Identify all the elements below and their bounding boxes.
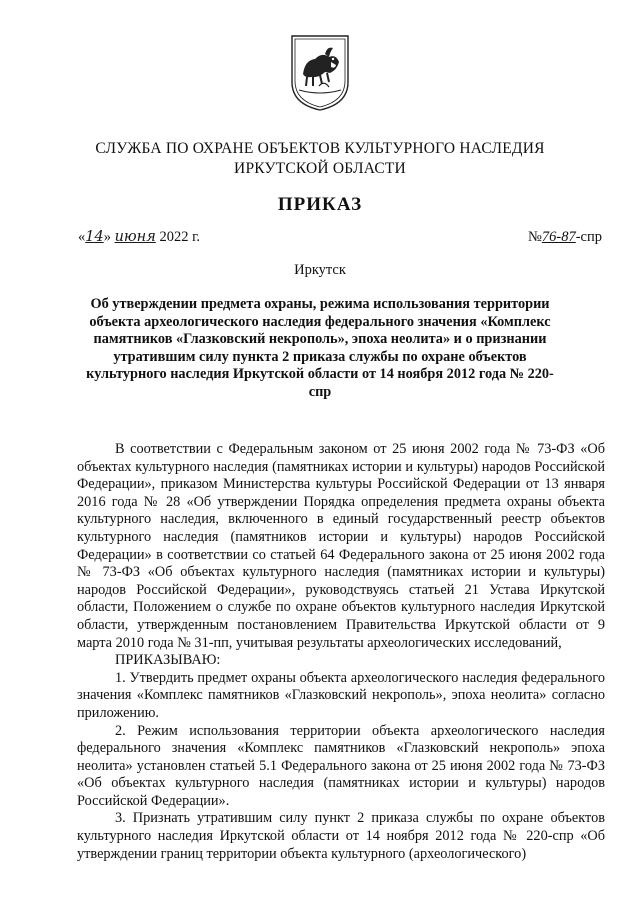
- order-item-1: 1. Утвердить предмет охраны объекта археологического наследия федерального значения «Комплекс памятников «Глазковский некрополь», эпоха неолита» согласно приложению.: [77, 669, 605, 721]
- date-open-quote: «: [78, 229, 86, 245]
- document-date: [78, 229, 200, 246]
- document-type: ПРИКАЗ: [277, 194, 363, 215]
- preamble-paragraph: В соответствии с Федеральным законом от 25 июня 2002 года № 73-ФЗ «Об объектах культурного наследия (памятниках истории и культуры) народов Российской Федерации», приказом Министерства культуры Российской Федерации от 13 января 2016 года № 28 «Об утверждении Порядка определения предмета охраны объекта культурного наследия, включенного в единый государственный реестр объектов культурного наследия (памятников истории и культуры) народов Российской Федерации» в соответствии со статьей 64 Федерального закона от 25 июня 2002 года № 73-ФЗ «Об объектах культурного наследия (памятниках истории и культуры) народов Российской Федерации», руководствуясь статьей 21 Устава Иркутской области, Положением о службе по охране объектов культурного наследия Иркутской области, утвержденным постановлением Правительства Иркутской области от 9 марта 2010 года № 31-пп, учитывая результаты археологических исследований,: [77, 441, 605, 651]
- order-item-3: 3. Признать утратившим силу пункт 2 приказа службы по охране объектов культурного наследия Иркутской области от 14 ноября 2012 года № 220-спр «Об утверждении границ территории объекта культурного (археологического): [77, 810, 605, 862]
- date-day: 14: [85, 229, 104, 245]
- number-value: 76-87: [541, 229, 576, 245]
- document-city: Иркутск: [294, 262, 346, 278]
- order-word: ПРИКАЗЫВАЮ:: [115, 652, 221, 669]
- agency-line-1: СЛУЖБА ПО ОХРАНЕ ОБЪЕКТОВ КУЛЬТУРНОГО НАСЛЕДИЯ: [95, 140, 545, 157]
- document-number: [528, 229, 602, 246]
- number-suffix: -спр: [575, 229, 602, 245]
- document-heading: Об утверждении предмета охраны, режима использования территории объекта археологического наследия федерального значения «Комплекс памятников «Глазковский некрополь», эпоха неолита» и о признании утратившим силу пункта 2 приказа службы по охране объектов культурного наследия Иркутской области от 14 ноября 2012 года № 220-спр: [86, 296, 554, 400]
- order-item-2: 2. Режим использования территории объекта археологического наследия федерального значения «Комплекс памятников «Глазковский некрополь» эпоха неолита» установлен статьей 5.1 Федерального закона от 25 июня 2002 года № 73-ФЗ «Об объектах культурного наследия (памятниках истории и культуры) народов Российской Федерации».: [77, 722, 605, 809]
- document-body: [77, 441, 605, 863]
- date-year: 2022 г.: [159, 229, 201, 245]
- date-month: июня: [114, 229, 156, 245]
- coat-of-arms-icon: [289, 30, 351, 112]
- agency-name: [40, 139, 600, 179]
- date-close-quote: »: [103, 229, 111, 245]
- agency-line-2: ИРКУТСКОЙ ОБЛАСТИ: [234, 160, 406, 177]
- number-prefix: №: [528, 229, 542, 245]
